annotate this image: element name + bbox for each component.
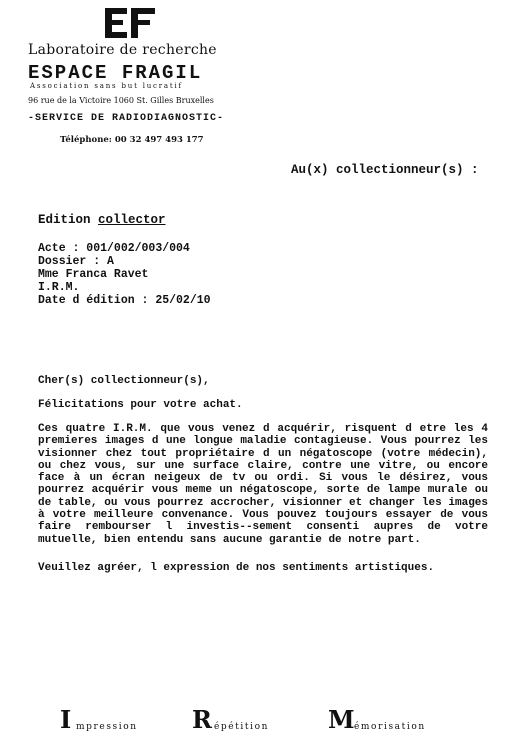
letter-paragraph: Ces quatre I.R.M. que vous venez d acquérir, risquent d etre les 4 premieres images d une longue maladie contagieuse. Vous pourrez les visionner chez tout propriétaire d un négatoscope (votre médecin), ou chez vous, sur une surface claire, contre une vitre, ou encore face à un écran neigeux de tv ou ordi. Si vous le désirez, vous pourrez acquérir vous meme un négatoscope, sorte de lampe murale ou de table, ou vous pourrez accrocher, visionner et changer les images à votre meilleure convenance. Vous pouvez toujours essayer de vous faire rembourser l investis--sement consenti aupres de votre mutuelle, bien entendu sans aucune garantie de notre part. — [38, 423, 488, 546]
act-reference: Acte : 001/002/003/004 — [38, 242, 190, 255]
footer-initial-m: M — [328, 705, 355, 734]
irm-acronym-footer — [60, 705, 500, 735]
postal-address: 96 rue de la Victoire 1060 St. Gilles Bruxelles — [28, 96, 214, 105]
footer-initial-r: R — [192, 705, 212, 734]
phone-number: Téléphone: 00 32 497 493 177 — [60, 135, 204, 145]
footer-initial-i: I — [60, 705, 72, 734]
espace-fragil-logo — [103, 6, 157, 40]
edition-value: collector — [98, 213, 166, 227]
footer-word-repetition: épétition — [214, 722, 270, 732]
service-name: -SERVICE DE RADIODIAGNOSTIC- — [28, 113, 225, 124]
salutation: Cher(s) collectionneur(s), — [38, 375, 210, 387]
footer-word-impression: mpression — [76, 722, 138, 732]
congratulations-line: Félicitations pour votre achat. — [38, 399, 243, 411]
reference-block — [38, 242, 211, 307]
patient-name: Mme Franca Ravet — [38, 268, 149, 281]
footer-word-memorisation: émorisation — [354, 722, 426, 732]
file-reference: Dossier : A — [38, 255, 114, 268]
brand-name: ESPACE FRAGIL — [28, 62, 203, 84]
edition-date: Date d édition : 25/02/10 — [38, 294, 211, 307]
exam-type: I.R.M. — [38, 281, 80, 294]
letter-body — [38, 375, 488, 574]
closing-line: Veuillez agréer, l expression de nos sentiments artistiques. — [38, 561, 435, 574]
edition-line — [38, 213, 166, 227]
lab-name: Laboratoire de recherche — [28, 42, 217, 58]
recipient-line: Au(x) collectionneur(s) : — [291, 163, 479, 177]
association-tagline: Association sans but lucratif — [30, 82, 183, 90]
edition-label: Edition — [38, 213, 91, 227]
